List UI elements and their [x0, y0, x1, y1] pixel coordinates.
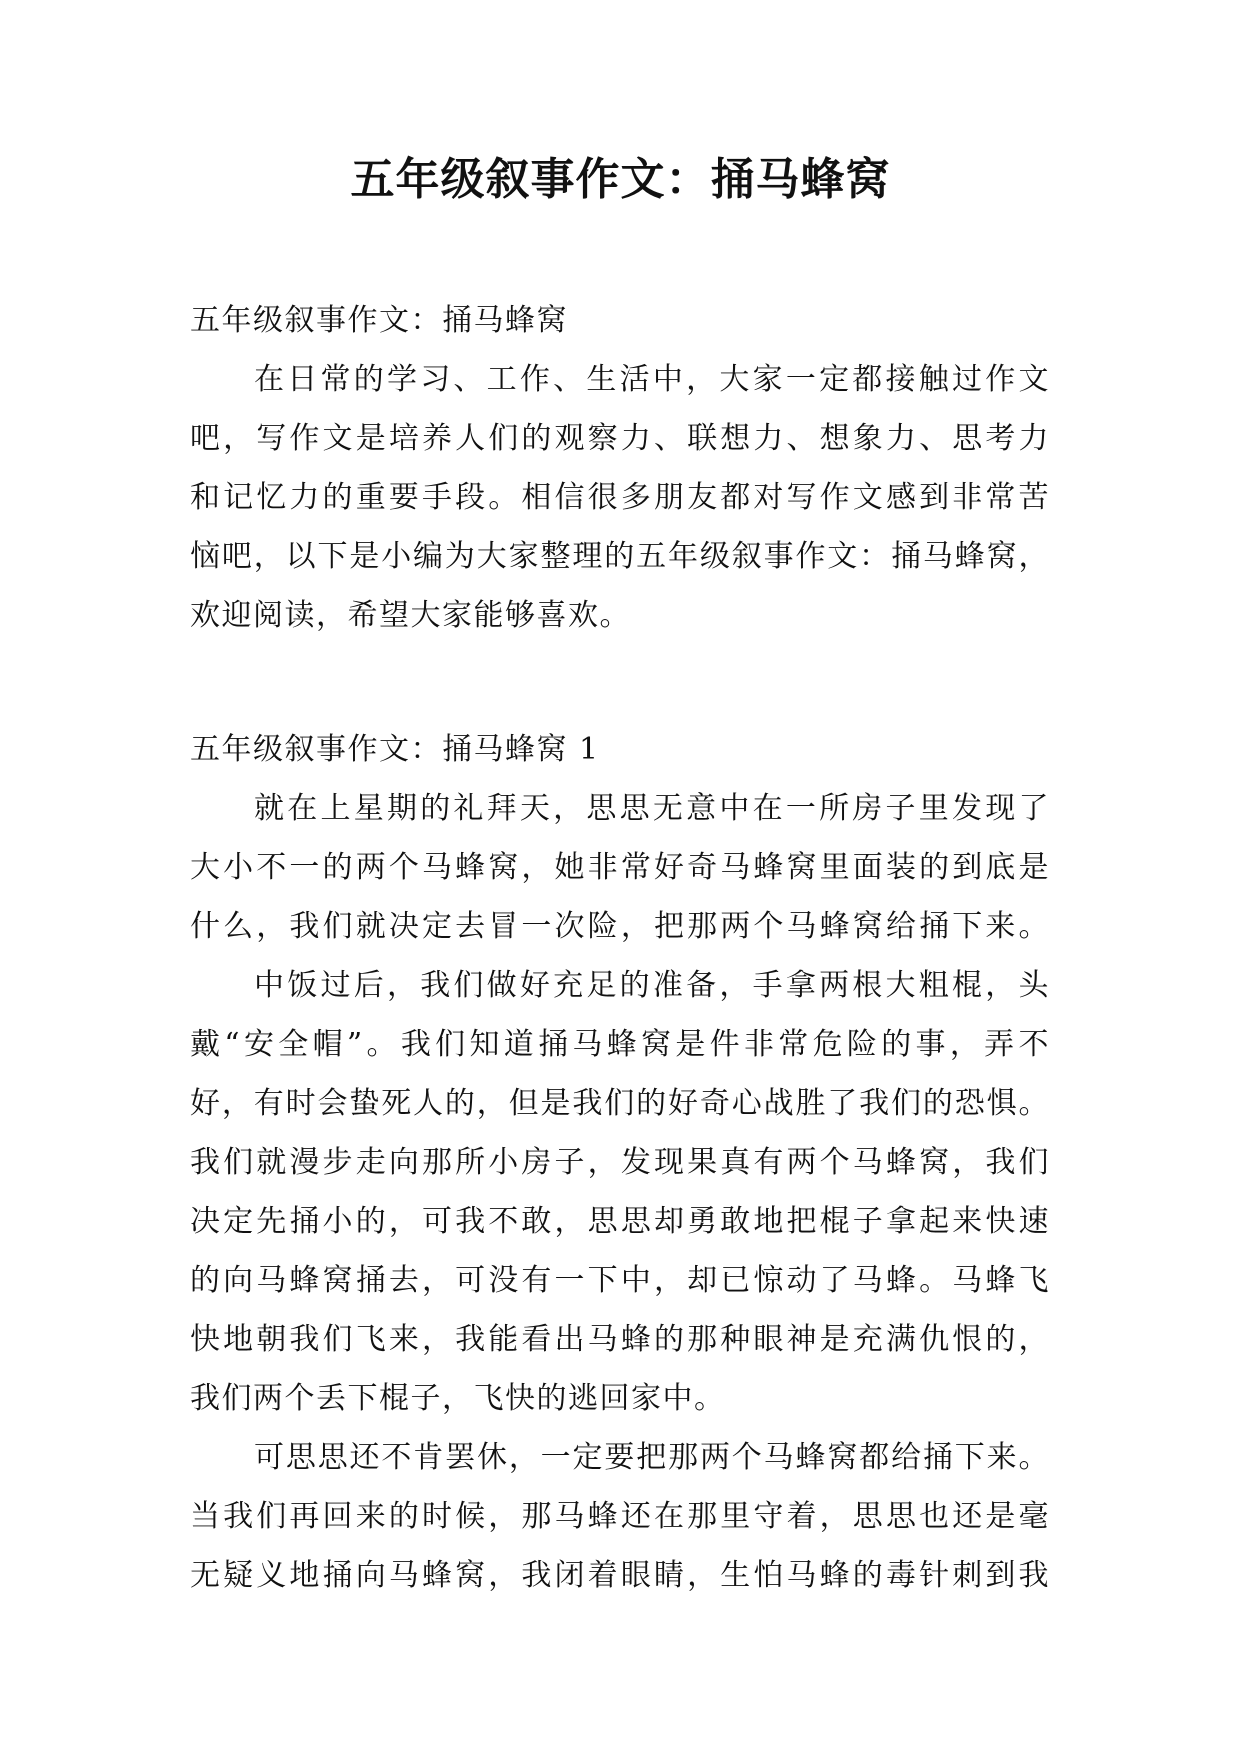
paragraph-line: 我们两个丢下棍子，飞快的逃回家中。 — [190, 1381, 726, 1416]
paragraph-line: 中饭过后，我们做好充足的准备，手拿两根大粗棍，头 — [254, 968, 1050, 1003]
paragraph-line: 和记忆力的重要手段。相信很多朋友都对写作文感到非常苦 — [190, 480, 1050, 515]
document-title: 五年级叙事作文：捅马蜂窝 — [350, 154, 891, 205]
paragraph-line: 欢迎阅读，希望大家能够喜欢。 — [190, 598, 631, 633]
paragraph-line: 吧，写作文是培养人们的观察力、联想力、想象力、思考力 — [190, 421, 1050, 456]
paragraph — [190, 1428, 1050, 1605]
section-heading: 五年级叙事作文：捅马蜂窝 1 — [190, 732, 600, 767]
paragraph-line: 可思思还不肯罢休，一定要把那两个马蜂窝都给捅下来。 — [254, 1440, 1050, 1475]
paragraph-line: 的向马蜂窝捅去，可没有一下中，却已惊动了马蜂。马蜂飞 — [190, 1263, 1050, 1298]
paragraph-line: 戴“安全帽”。我们知道捅马蜂窝是件非常危险的事，弄不 — [190, 1027, 1050, 1062]
section-spacer — [190, 645, 1050, 720]
paragraph-line: 大小不一的两个马蜂窝，她非常好奇马蜂窝里面装的到底是 — [190, 850, 1050, 885]
document-body — [190, 291, 1050, 1605]
paragraph — [190, 350, 1050, 645]
paragraph-line: 好，有时会蛰死人的，但是我们的好奇心战胜了我们的恐惧。 — [190, 1086, 1050, 1121]
paragraph-line: 决定先捅小的，可我不敢，思思却勇敢地把棍子拿起来快速 — [190, 1204, 1050, 1239]
paragraph-line: 什么，我们就决定去冒一次险，把那两个马蜂窝给捅下来。 — [190, 909, 1050, 944]
paragraph-line: 恼吧，以下是小编为大家整理的五年级叙事作文：捅马蜂窝， — [190, 539, 1050, 574]
paragraph-line: 在日常的学习、工作、生活中，大家一定都接触过作文 — [254, 362, 1050, 397]
paragraph-line: 当我们再回来的时候，那马蜂还在那里守着，思思也还是毫 — [190, 1499, 1050, 1534]
paragraph-line: 快地朝我们飞来，我能看出马蜂的那种眼神是充满仇恨的， — [190, 1322, 1050, 1357]
paragraph — [190, 779, 1050, 956]
section-heading: 五年级叙事作文：捅马蜂窝 — [190, 303, 568, 338]
paragraph — [190, 956, 1050, 1428]
paragraph-line: 就在上星期的礼拜天，思思无意中在一所房子里发现了 — [254, 791, 1050, 826]
paragraph-line: 无疑义地捅向马蜂窝，我闭着眼睛，生怕马蜂的毒针刺到我 — [190, 1558, 1050, 1593]
paragraph-line: 我们就漫步走向那所小房子，发现果真有两个马蜂窝，我们 — [190, 1145, 1050, 1180]
